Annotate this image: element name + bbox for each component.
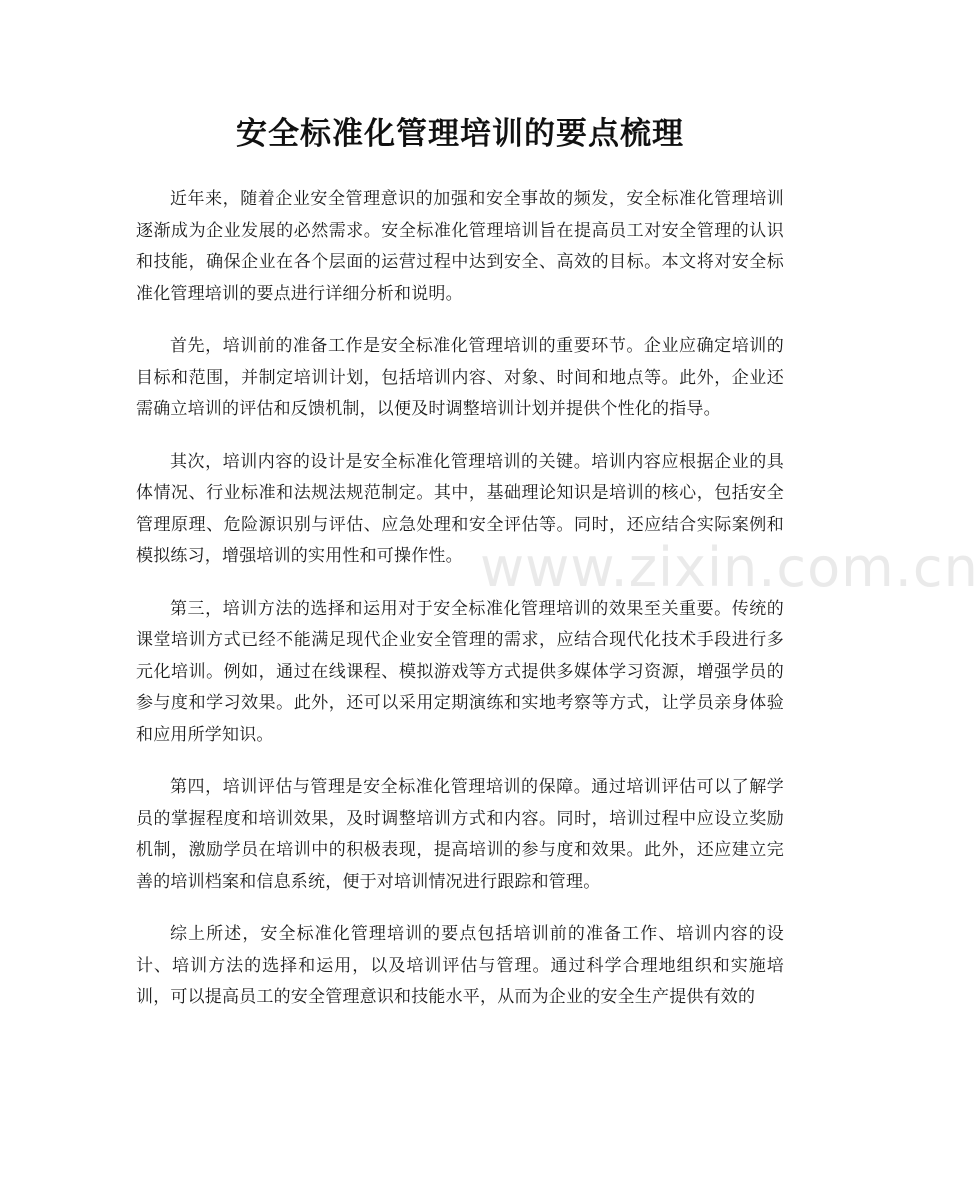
paragraph-summary: 综上所述，安全标准化管理培训的要点包括培训前的准备工作、培训内容的设计、培训方法的选择和运用，以及培训评估与管理。通过科学合理地组织和实施培训，可以提高员工的安全管理意识和技能水平，从而为企业的安全生产提供有效的 (136, 924, 784, 1007)
watermark: www.zixin.com.cn (480, 536, 979, 599)
paragraph-training-methods: 第三，培训方法的选择和运用对于安全标准化管理培训的效果至关重要。传统的课堂培训方式已经不能满足现代企业安全管理的需求，应结合现代化技术手段进行多元化培训。例如，通过在线课程、模拟游戏等方式提供多媒体学习资源，增强学员的参与度和学习效果。此外，还可以采用定期演练和实地考察等方式，让学员亲身体验和应用所学知识。 (136, 598, 784, 745)
paragraph-preparation: 首先，培训前的准备工作是安全标准化管理培训的重要环节。企业应确定培训的目标和范围，并制定培训计划，包括培训内容、对象、时间和地点等。此外，企业还需确立培训的评估和反馈机制，以便及时调整培训计划并提供个性化的指导。 (136, 336, 784, 419)
paragraph-content-design: 其次，培训内容的设计是安全标准化管理培训的关键。培训内容应根据企业的具体情况、行业标准和法规法规范制定。其中，基础理论知识是培训的核心，包括安全管理原理、危险源识别与评估、应急处理和安全评估等。同时，还应结合实际案例和模拟练习，增强培训的实用性和可操作性。 (136, 451, 784, 566)
document-body (136, 184, 784, 1035)
paragraph-evaluation: 第四，培训评估与管理是安全标准化管理培训的保障。通过培训评估可以了解学员的掌握程度和培训效果，及时调整培训方式和内容。同时，培训过程中应设立奖励机制，激励学员在培训中的积极表现，提高培训的参与度和效果。此外，还应建立完善的培训档案和信息系统，便于对培训情况进行跟踪和管理。 (136, 777, 784, 892)
paragraph-intro: 近年来，随着企业安全管理意识的加强和安全事故的频发，安全标准化管理培训逐渐成为企业发展的必然需求。安全标准化管理培训旨在提高员工对安全管理的认识和技能，确保企业在各个层面的运营过程中达到安全、高效的目标。本文将对安全标准化管理培训的要点进行详细分析和说明。 (136, 189, 784, 304)
document-title: 安全标准化管理培训的要点梳理 (236, 116, 684, 152)
